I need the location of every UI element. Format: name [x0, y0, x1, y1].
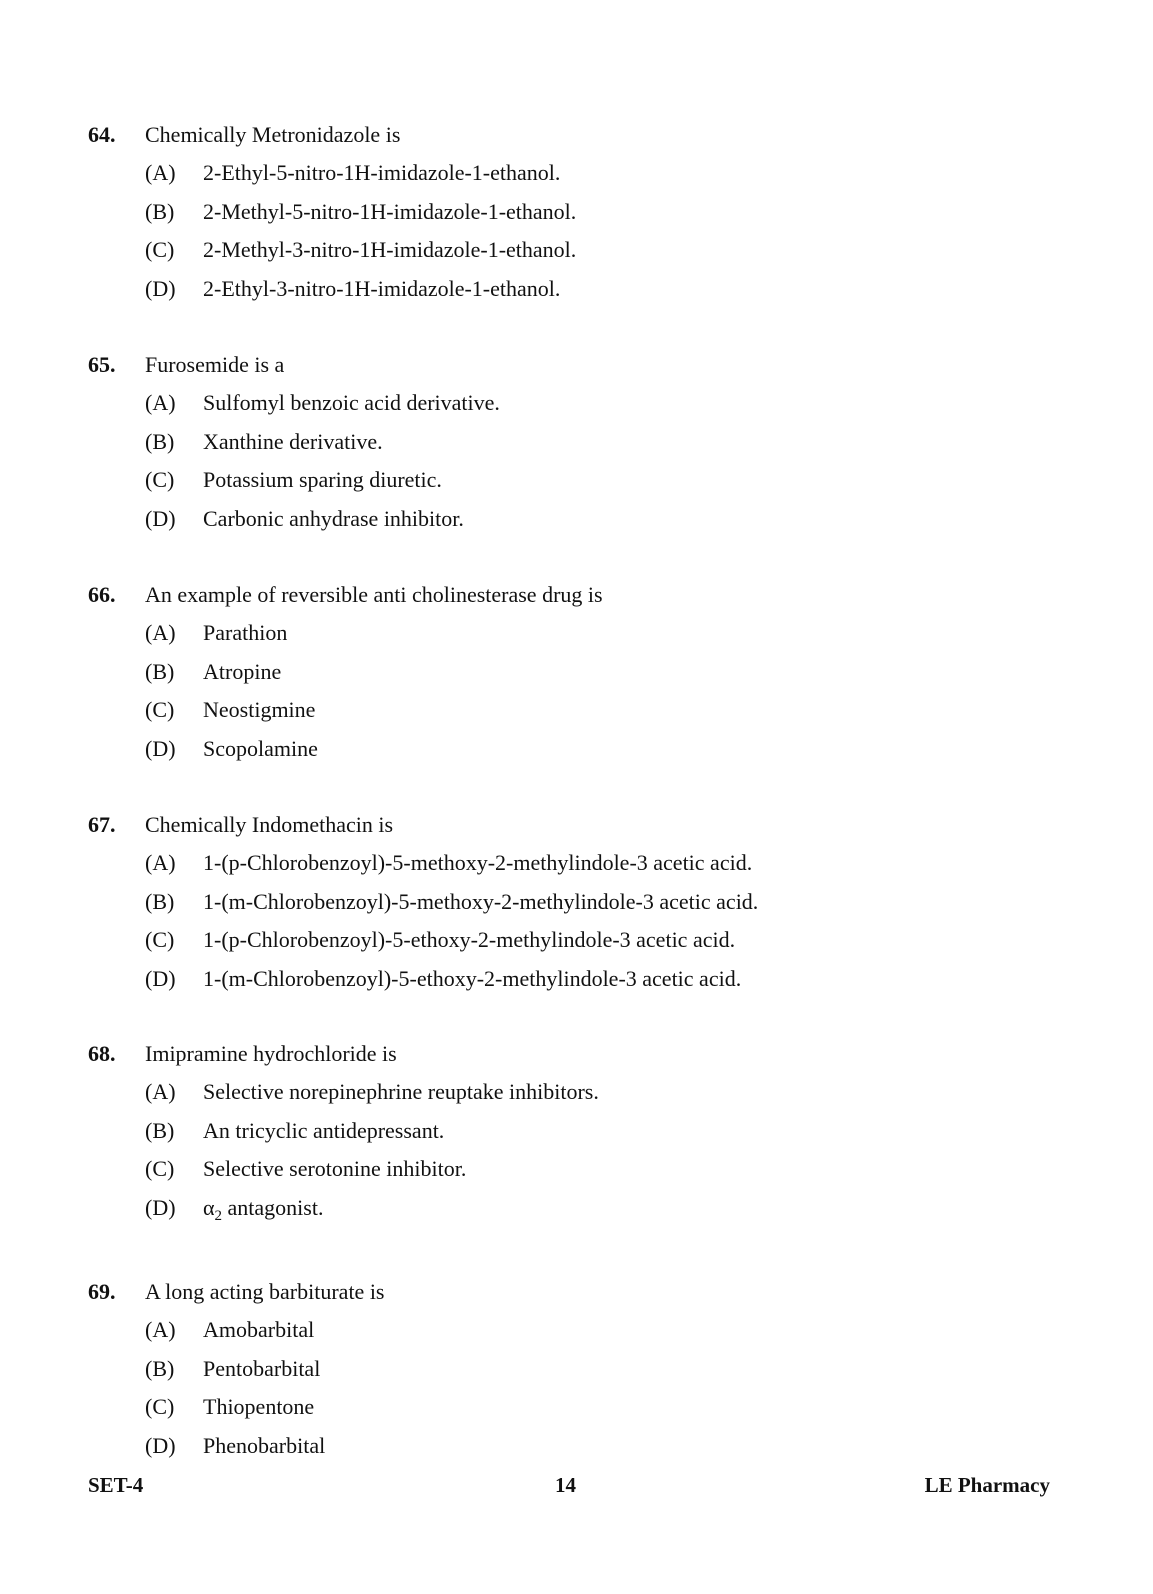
- option-c: [88, 921, 1068, 960]
- option-d: [88, 730, 1068, 769]
- option-d: [88, 1189, 1068, 1228]
- option-b: [88, 1112, 1068, 1151]
- option-letter: (A): [145, 390, 176, 415]
- option-letter: (D): [145, 1432, 176, 1458]
- option-letter: (D): [145, 965, 176, 991]
- option-a: [88, 1073, 1068, 1112]
- option-text: Phenobarbital: [203, 1432, 326, 1458]
- option-text: Selective serotonine inhibitor.: [203, 1156, 467, 1181]
- question-stem: [88, 1035, 1068, 1073]
- option-letter: (B): [145, 888, 175, 914]
- question-text: Furosemide is a: [145, 352, 285, 377]
- option-text: Parathion: [203, 620, 288, 645]
- option-letter: (C): [145, 1394, 175, 1419]
- option-b: [88, 193, 1068, 232]
- option-text: Sulfomyl benzoic acid derivative.: [203, 390, 500, 415]
- question-stem: [88, 576, 1068, 614]
- option-b: [88, 883, 1068, 922]
- option-text: 1-(m-Chlorobenzoyl)-5-ethoxy-2-methylindole-3 acetic acid.: [203, 965, 742, 991]
- option-letter: (A): [145, 620, 176, 645]
- subscript: 2: [214, 1207, 223, 1224]
- alpha-symbol: α: [203, 1194, 215, 1220]
- question-text: Chemically Metronidazole is: [145, 122, 401, 147]
- option-text: Carbonic anhydrase inhibitor.: [203, 505, 464, 531]
- option-text: Amobarbital: [203, 1317, 315, 1342]
- option-letter: (B): [145, 1355, 175, 1381]
- option-d: [88, 1427, 1068, 1466]
- option-text: 1-(p-Chlorobenzoyl)-5-methoxy-2-methylindole-3 acetic acid.: [203, 850, 753, 875]
- option-d: [88, 500, 1068, 539]
- option-d: [88, 270, 1068, 309]
- option-text: Thiopentone: [203, 1394, 315, 1419]
- option-letter: (B): [145, 198, 175, 224]
- question-number: 69.: [88, 1279, 116, 1304]
- question-text: Chemically Indomethacin is: [145, 812, 394, 837]
- question-text: A long acting barbiturate is: [145, 1279, 385, 1304]
- question-text: Imipramine hydrochloride is: [145, 1041, 397, 1066]
- question-69: [88, 1273, 1068, 1465]
- option-a: [88, 384, 1068, 423]
- option-b: [88, 1350, 1068, 1389]
- option-text: [203, 1189, 323, 1231]
- option-text: An tricyclic antidepressant.: [203, 1117, 445, 1143]
- question-65: [88, 346, 1068, 538]
- option-text: 2-Ethyl-5-nitro-1H-imidazole-1-ethanol.: [203, 160, 561, 185]
- question-66: [88, 576, 1068, 768]
- option-text: Pentobarbital: [203, 1355, 321, 1381]
- option-letter: (C): [145, 697, 175, 722]
- question-number: 65.: [88, 352, 116, 377]
- option-text: Atropine: [203, 658, 282, 684]
- option-text: Neostigmine: [203, 697, 316, 722]
- question-number: 68.: [88, 1041, 116, 1066]
- option-letter: (C): [145, 237, 175, 262]
- footer-subject: LE Pharmacy: [924, 1473, 1050, 1497]
- question-68: [88, 1035, 1068, 1227]
- question-number: 67.: [88, 812, 116, 837]
- option-a: [88, 154, 1068, 193]
- question-number: 64.: [88, 122, 116, 147]
- option-letter: (C): [145, 927, 175, 952]
- footer-set-code: SET-4: [88, 1473, 144, 1497]
- option-letter: (A): [145, 160, 176, 185]
- option-letter: (C): [145, 467, 175, 492]
- option-text: 2-Methyl-5-nitro-1H-imidazole-1-ethanol.: [203, 198, 577, 224]
- option-text: 2-Ethyl-3-nitro-1H-imidazole-1-ethanol.: [203, 275, 561, 301]
- option-letter: (D): [145, 1194, 176, 1220]
- option-letter: (A): [145, 1317, 176, 1342]
- option-c: [88, 231, 1068, 270]
- option-d: [88, 960, 1068, 999]
- question-number: 66.: [88, 582, 116, 607]
- option-text: Scopolamine: [203, 735, 318, 761]
- option-c: [88, 691, 1068, 730]
- option-text: Xanthine derivative.: [203, 428, 383, 454]
- option-text: 2-Methyl-3-nitro-1H-imidazole-1-ethanol.: [203, 237, 577, 262]
- option-c: [88, 461, 1068, 500]
- option-letter: (B): [145, 1117, 175, 1143]
- option-a: [88, 844, 1068, 883]
- option-c: [88, 1150, 1068, 1189]
- option-text: 1-(p-Chlorobenzoyl)-5-ethoxy-2-methylindole-3 acetic acid.: [203, 927, 736, 952]
- option-text: Potassium sparing diuretic.: [203, 467, 442, 492]
- option-c: [88, 1388, 1068, 1427]
- question-stem: [88, 116, 1068, 154]
- question-stem: [88, 1273, 1068, 1311]
- option-letter: (D): [145, 275, 176, 301]
- option-letter: (C): [145, 1156, 175, 1181]
- option-letter: (B): [145, 428, 175, 454]
- question-text: An example of reversible anti cholinesterase drug is: [145, 582, 603, 607]
- option-text: Selective norepinephrine reuptake inhibitors.: [203, 1079, 599, 1104]
- question-stem: [88, 806, 1068, 844]
- option-a: [88, 1311, 1068, 1350]
- option-letter: (A): [145, 850, 176, 875]
- option-letter: (D): [145, 505, 176, 531]
- question-stem: [88, 346, 1068, 384]
- option-b: [88, 423, 1068, 462]
- option-b: [88, 653, 1068, 692]
- option-letter: (A): [145, 1079, 176, 1104]
- option-text-suffix: antagonist.: [222, 1194, 324, 1220]
- question-67: [88, 806, 1068, 998]
- option-text: 1-(m-Chlorobenzoyl)-5-methoxy-2-methylindole-3 acetic acid.: [203, 888, 759, 914]
- option-letter: (B): [145, 658, 175, 684]
- footer-page-number: 14: [555, 1473, 576, 1497]
- option-a: [88, 614, 1068, 653]
- option-letter: (D): [145, 735, 176, 761]
- question-64: [88, 116, 1068, 308]
